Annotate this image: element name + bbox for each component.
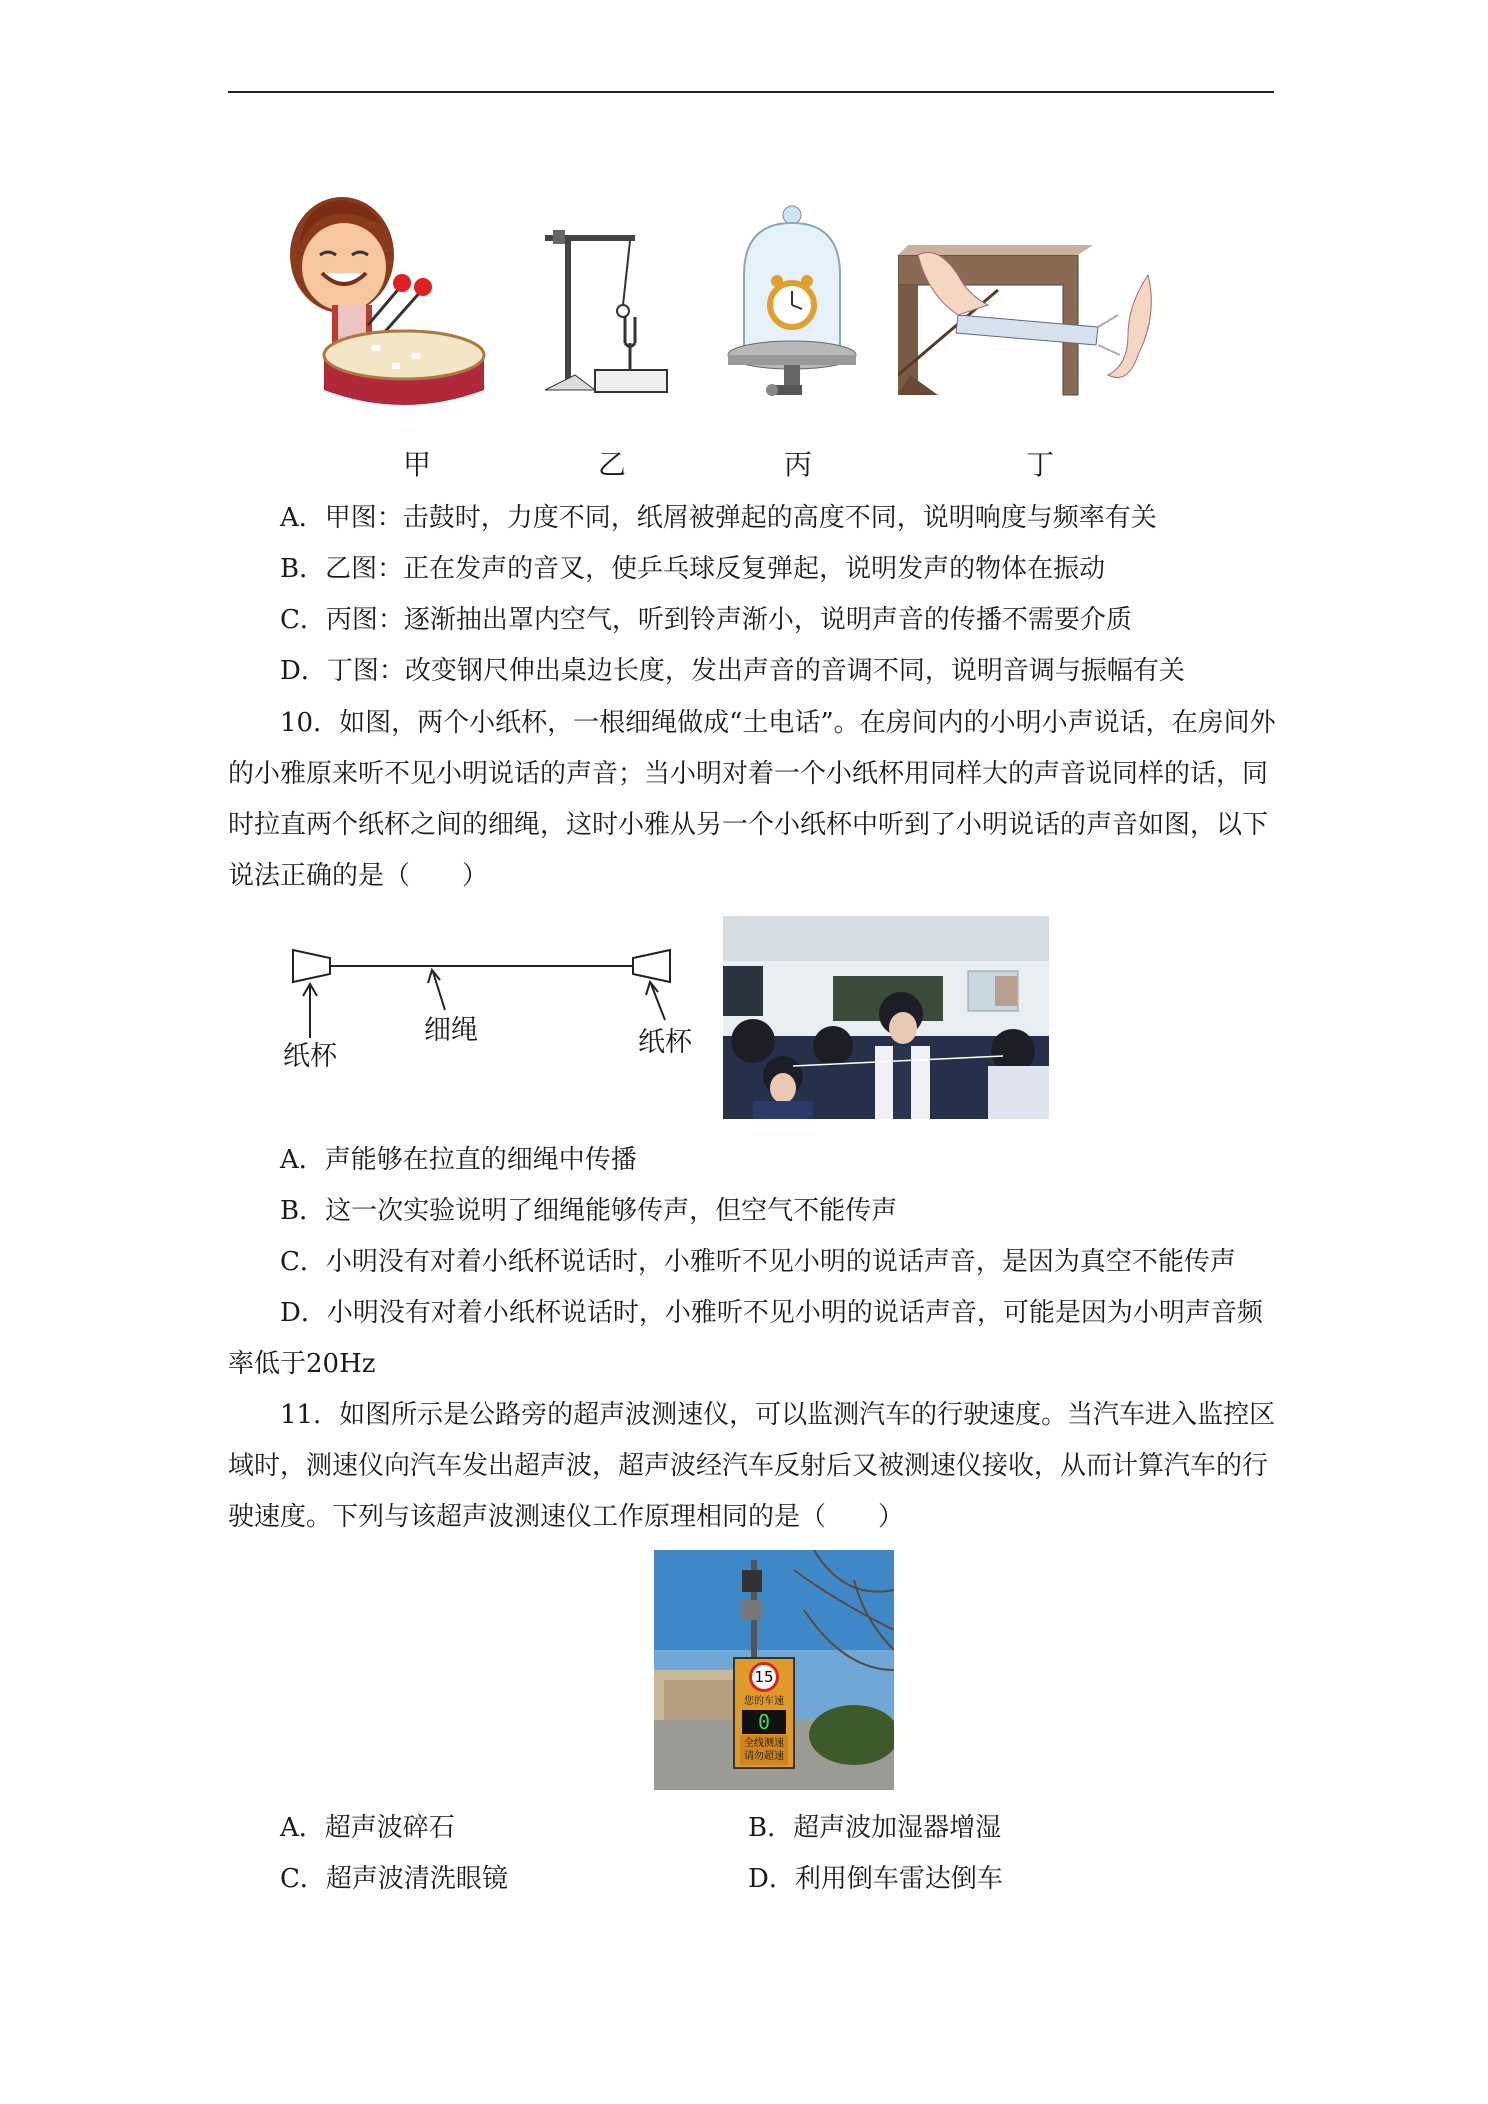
q10-option-d-line-2: 率低于20Hz: [228, 1349, 376, 1379]
q11-stem-line-2: 域时，测速仪向汽车发出超声波，超声波经汽车反射后又被测速仪接收，从而计算汽车的行: [228, 1451, 1269, 1481]
q11-option-d: D．利用倒车雷达倒车: [748, 1864, 1003, 1894]
q10-option-c: C．小明没有对着小纸杯说话时，小雅听不见小明的说话声音，是因为真空不能传声: [280, 1247, 1236, 1277]
q10-stem-line-2: 的小雅原来听不见小明说话的声音；当小明对着一个小纸杯用同样大的声音说同样的话，同: [228, 759, 1269, 789]
q10-option-d-line-1: D．小明没有对着小纸杯说话时，小雅听不见小明的说话声音，可能是因为小明声音频: [280, 1298, 1263, 1328]
q11-option-c: C．超声波清洗眼镜: [280, 1864, 508, 1894]
ruler-figure: [898, 245, 1173, 400]
q10-stem-line-1: 10．如图，两个小纸杯，一根细绳做成“土电话”。在房间内的小明小声说话，在房间外: [280, 708, 1276, 738]
sign-footer-2: 请勿超速: [744, 1751, 784, 1762]
speed-limit-value: 15: [754, 1668, 774, 1686]
q9-option-b: B．乙图：正在发声的音叉，使乒乓球反复弹起，说明发声的物体在振动: [280, 554, 1106, 584]
q10-option-b: B．这一次实验说明了细绳能够传声，但空气不能传声: [280, 1196, 898, 1226]
cup-left-label: 纸杯: [283, 1041, 337, 1072]
q9-option-a: A．甲图：击鼓时，力度不同，纸屑被弹起的高度不同，说明响度与频率有关: [280, 503, 1157, 533]
tuning-fork-figure: [535, 225, 685, 410]
q9-option-c: C．丙图：逐渐抽出罩内空气，听到铃声渐小，说明声音的传播不需要介质: [280, 605, 1132, 635]
drum-figure: [282, 185, 492, 415]
speed-readout: 0: [757, 1710, 771, 1734]
sign-caption: 您的车速: [744, 1696, 784, 1707]
classroom-photo: [723, 916, 1049, 1119]
speed-sign-photo: [654, 1550, 894, 1790]
bell-jar-figure: [722, 205, 862, 410]
q10-option-a: A．声能够在拉直的细绳中传播: [280, 1145, 637, 1175]
q11-stem-line-3: 驶速度。下列与该超声波测速仪工作原理相同的是（ ）: [228, 1502, 905, 1532]
string-label: 细绳: [424, 1015, 478, 1046]
label-ding: 丁: [1026, 448, 1055, 481]
label-yi: 乙: [598, 448, 627, 481]
q11-stem-line-1: 11．如图所示是公路旁的超声波测速仪，可以监测汽车的行驶速度。当汽车进入监控区: [280, 1400, 1276, 1430]
label-bing: 丙: [784, 448, 813, 481]
q10-stem-line-4: 说法正确的是（ ）: [228, 861, 489, 891]
q9-option-d: D．丁图：改变钢尺伸出桌边长度，发出声音的音调不同，说明音调与振幅有关: [280, 656, 1185, 686]
header-rule: [228, 91, 1274, 93]
q11-option-a: A．超声波碎石: [280, 1813, 455, 1843]
cup-phone-diagram: [285, 940, 685, 1055]
sign-footer-1: 全线测速: [744, 1738, 784, 1749]
label-jia: 甲: [403, 448, 432, 481]
q10-stem-line-3: 时拉直两个纸杯之间的细绳，这时小雅从另一个小纸杯中听到了小明说话的声音如图，以下: [228, 810, 1269, 840]
cup-right-label: 纸杯: [638, 1027, 692, 1058]
q11-option-b: B．超声波加湿器增湿: [748, 1813, 1002, 1843]
